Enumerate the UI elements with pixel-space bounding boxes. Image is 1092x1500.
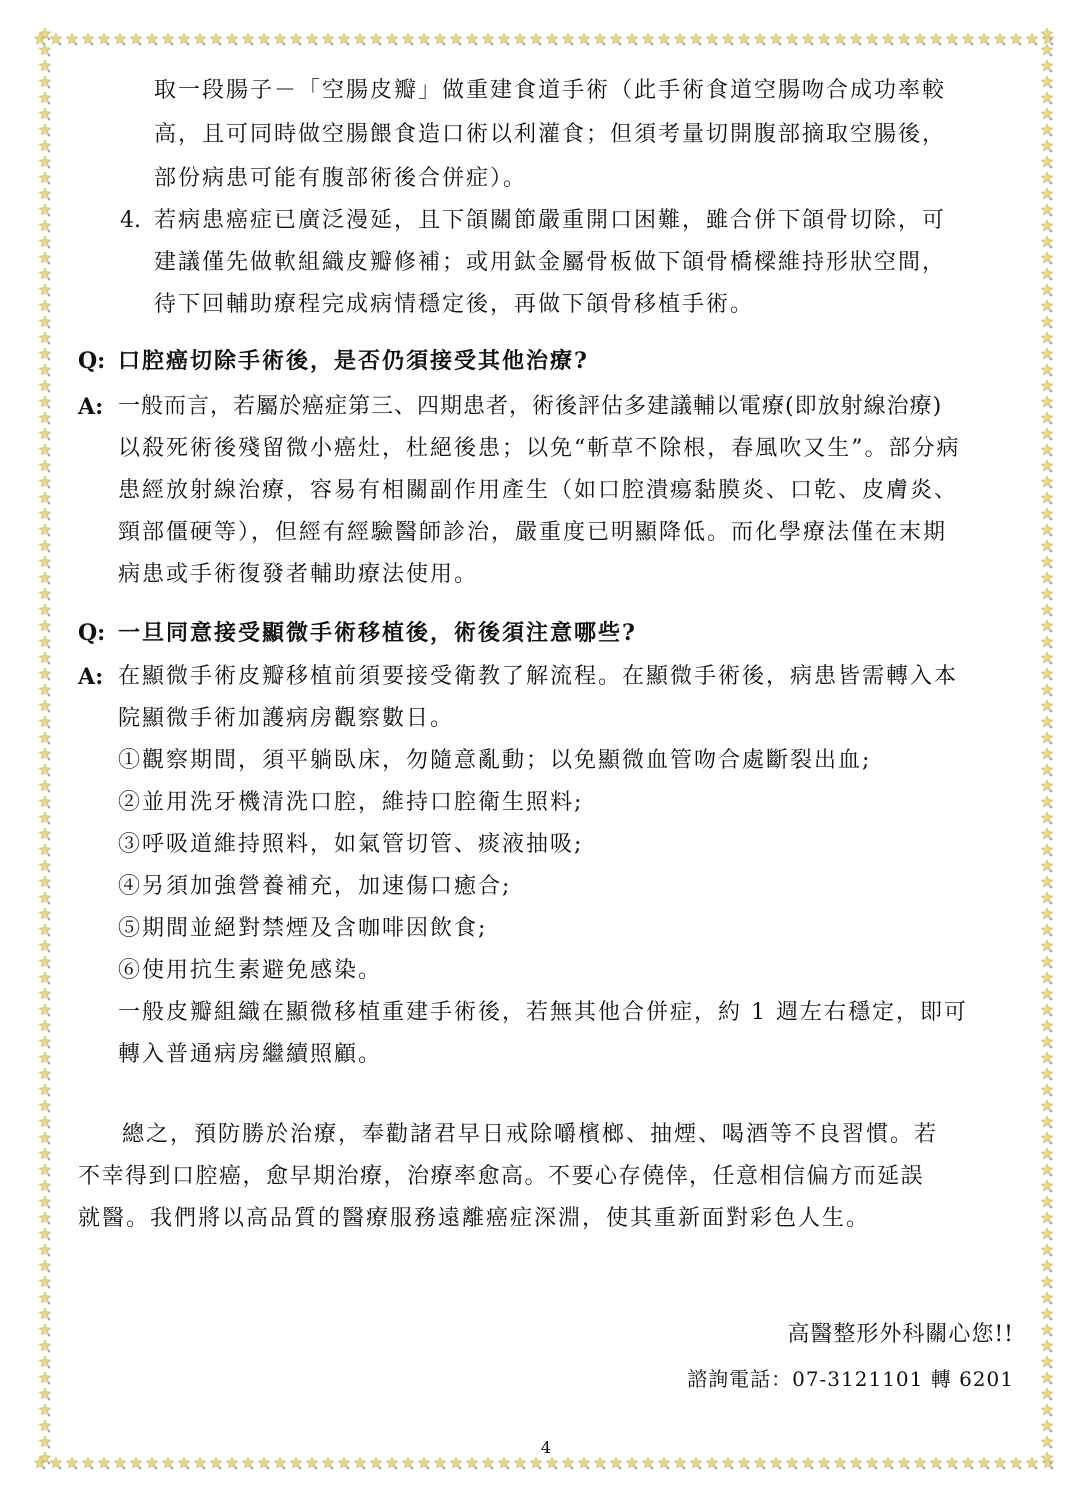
answer-line: 病患或手術復發者輔助療法使用。: [118, 562, 479, 587]
care-step: ⑥使用抗生素避免感染。: [118, 958, 383, 983]
care-step: ①觀察期間，須平躺臥床，勿隨意亂動；以免顯微血管吻合處斷裂出血;: [118, 748, 872, 773]
answer-line: 在顯微手術皮瓣移植前須要接受衛教了解流程。在顯微手術後，病患皆需轉入本: [118, 664, 959, 689]
paragraph-line: 待下回輔助療程完成病情穩定後，再做下頜骨移植手術。: [154, 292, 755, 317]
answer-label: A:: [78, 394, 104, 420]
page-number: 4: [540, 1438, 552, 1457]
paragraph-line: 取一段腸子－「空腸皮瓣」做重建食道手術（此手術食道空腸吻合成功率較: [154, 78, 947, 103]
question-label: Q:: [78, 620, 106, 646]
answer-line: 轉入普通病房繼續照顧。: [118, 1042, 383, 1067]
care-step: ⑤期間並絕對禁煙及含咖啡因飲食;: [118, 916, 488, 941]
question-heading: 口腔癌切除手術後，是否仍須接受其他治療?: [118, 348, 589, 374]
conclusion-line: 不幸得到口腔癌，愈早期治療，治療率愈高。不要心存僥倖，任意相信偏方而延誤: [78, 1164, 925, 1189]
contact-phone: 諮詢電話：07-3121101 轉 6201: [687, 1367, 1014, 1391]
answer-line: 院顯微手術加護病房觀察數日。: [118, 706, 455, 731]
question-heading: 一旦同意接受顯微手術移植後，術後須注意哪些?: [118, 620, 637, 646]
closing-signature: 高醫整形外科關心您!!: [787, 1322, 1014, 1347]
conclusion-line: 總之，預防勝於治療，奉勸諸君早日戒除嚼檳榔、抽煙、喝酒等不良習慣。若: [122, 1122, 939, 1147]
answer-line: 以殺死術後殘留微小癌灶，杜絕後患；以免“斬草不除根，春風吹又生”。部分病: [118, 436, 961, 461]
paragraph-line: 部份病患可能有腹部術後合併症）。: [154, 166, 528, 191]
answer-line: 頸部僵硬等），但經有經驗醫師診治，嚴重度已明顯降低。而化學療法僅在末期: [118, 520, 948, 545]
paragraph-line: 高，且可同時做空腸餵食造口術以利灌食；但須考量切開腹部摘取空腸後，: [154, 122, 947, 147]
care-step: ④另須加強營養補充，加速傷口癒合;: [118, 874, 512, 899]
care-step: ③呼吸道維持照料，如氣管切管、痰液抽吸;: [118, 832, 584, 857]
paragraph-line: 若病患癌症已廣泛漫延，且下頜關節嚴重開口困難，雖合併下頜骨切除，可: [154, 208, 947, 233]
care-step: ②並用洗牙機清洗口腔，維持口腔衛生照料;: [118, 790, 584, 815]
answer-line: 患經放射線治療，容易有相關副作用產生（如口腔潰瘍黏膜炎、口乾、皮膚炎、: [118, 478, 959, 503]
answer-line: 一般皮瓣組織在顯微移植重建手術後，若無其他合併症，約 1 週左右穩定，即可: [118, 1000, 968, 1025]
list-number: 4.: [120, 208, 141, 233]
paragraph-line: 建議僅先做軟組織皮瓣修補；或用鈦金屬骨板做下頜骨橋樑維持形狀空間，: [154, 250, 947, 275]
answer-label: A:: [78, 664, 104, 690]
answer-line: 一般而言，若屬於癌症第三、四期患者，術後評估多建議輔以電療(即放射線治療): [118, 394, 943, 419]
question-label: Q:: [78, 348, 106, 374]
conclusion-line: 就醫。我們將以高品質的醫療服務遠離癌症深淵，使其重新面對彩色人生。: [78, 1206, 871, 1231]
